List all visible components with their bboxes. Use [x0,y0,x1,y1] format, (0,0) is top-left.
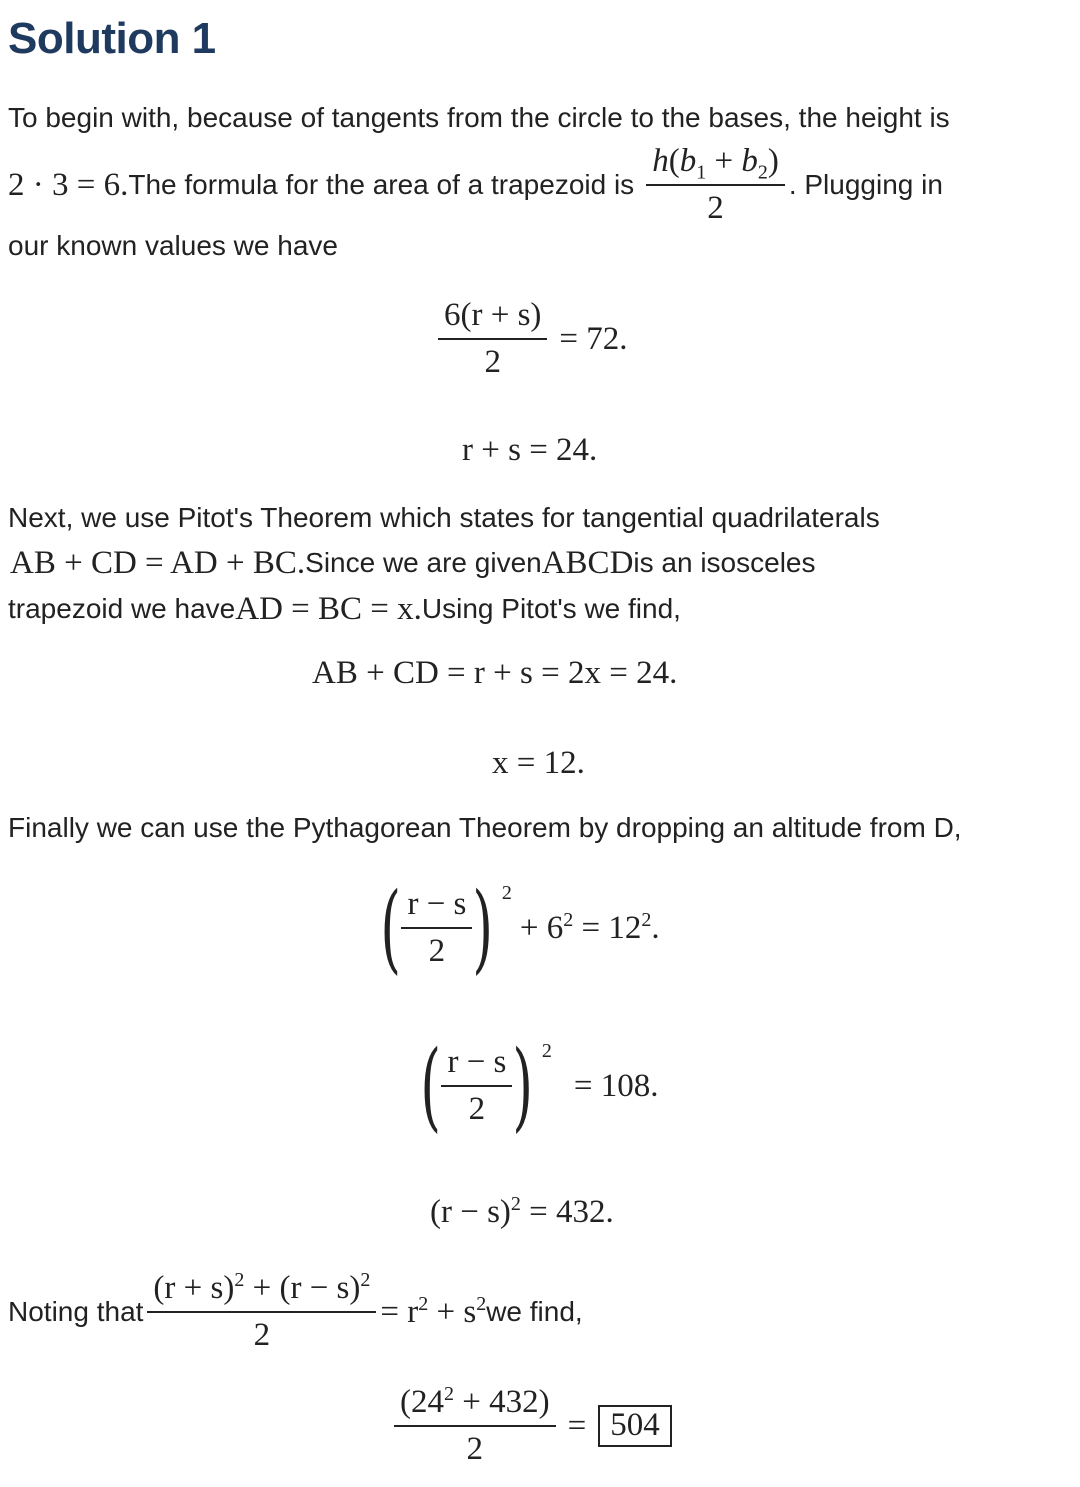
eq5-fraction [401,886,472,971]
equation-pitot: AB + CD = r + s = 2x = 24. [312,655,678,691]
area-formula-denominator: 2 [707,189,724,226]
eq5-rest: + $6^2 = 12^2$. [519,908,660,946]
equation-x: x = 12. [492,745,585,781]
final-fraction [394,1384,556,1469]
noting-rhs: = $r^2 + s^2$ [380,1292,487,1330]
equation-final [390,1378,672,1474]
plugging-text: . Plugging in [788,169,943,200]
eq6-rhs: = 108. [573,1067,659,1104]
ad-bc-expression: AD = BC = x. [235,590,422,627]
since-text: Since we are given [305,547,542,578]
eq6-denominator: 2 [468,1090,486,1127]
eq5-numerator: r − s [401,886,472,929]
formula-text: The formula for the area of a trapezoid is [128,169,635,200]
noting-fraction [147,1270,376,1355]
noting-text: Noting that [8,1296,144,1327]
final-denominator: 2 [466,1430,484,1467]
noting-denominator: 2 [253,1316,271,1353]
eq1-denominator: 2 [484,344,501,380]
para2-line1: Next, we use Pitot's Theorem which states for tangential quadrilaterals [8,502,880,533]
noting-numerator: $(r + s)^2 + (r - s)^2$ [147,1270,376,1313]
para3-line1: Finally we can use the Pythagorean Theorem by dropping an altitude from D, [8,812,962,843]
we-find-text: we find, [486,1296,583,1327]
isosceles-text: is an isosceles [633,547,816,578]
para2-line3 [8,586,681,632]
area-formula-numerator: $h(b_1 + b_2)$ [646,143,785,186]
eq1-fraction [438,297,547,382]
para1-line1: To begin with, because of tangents from the circle to the bases, the height is [8,102,950,133]
eq1-numerator: 6(r + s) [438,297,547,340]
final-equals: = [567,1407,587,1444]
equation-sum: r + s = 24. [462,432,598,468]
abcd-label: ABCD [541,544,634,581]
equation-pythagorean [372,872,660,984]
equation-area [434,292,636,387]
final-answer-box: 504 [598,1405,672,1447]
pitot-expression: AB + CD = AD + BC. [10,544,306,581]
eq6-lhs: ( $\frac{r - s}{2}$ ) 2 [420,1030,552,1142]
eq6-fraction [441,1044,512,1129]
eq1-rhs: = 72. [559,321,628,357]
final-numerator: $(24^2 + 432)$ [394,1384,556,1427]
area-formula-fraction [646,143,785,228]
trapezoid-text: trapezoid we have [8,593,236,624]
eq5-lhs: ( $\frac{r - s}{2}$ ) 2 [380,872,512,984]
using-pitot-text: Using Pitot's we find, [421,593,681,624]
para1-line2 [8,140,943,230]
noting-line [8,1262,583,1362]
para1-line3: our known values we have [8,230,338,261]
equation-squared [412,1030,659,1142]
eq6-numerator: r − s [441,1044,512,1087]
height-expression: 2 · 3 = 6. [8,166,129,203]
para2-line2 [10,540,816,586]
equation-difference: $(r - s)^2 = 432$. [430,1193,614,1230]
section-heading: Solution 1 [8,14,216,63]
eq5-denominator: 2 [428,932,446,969]
